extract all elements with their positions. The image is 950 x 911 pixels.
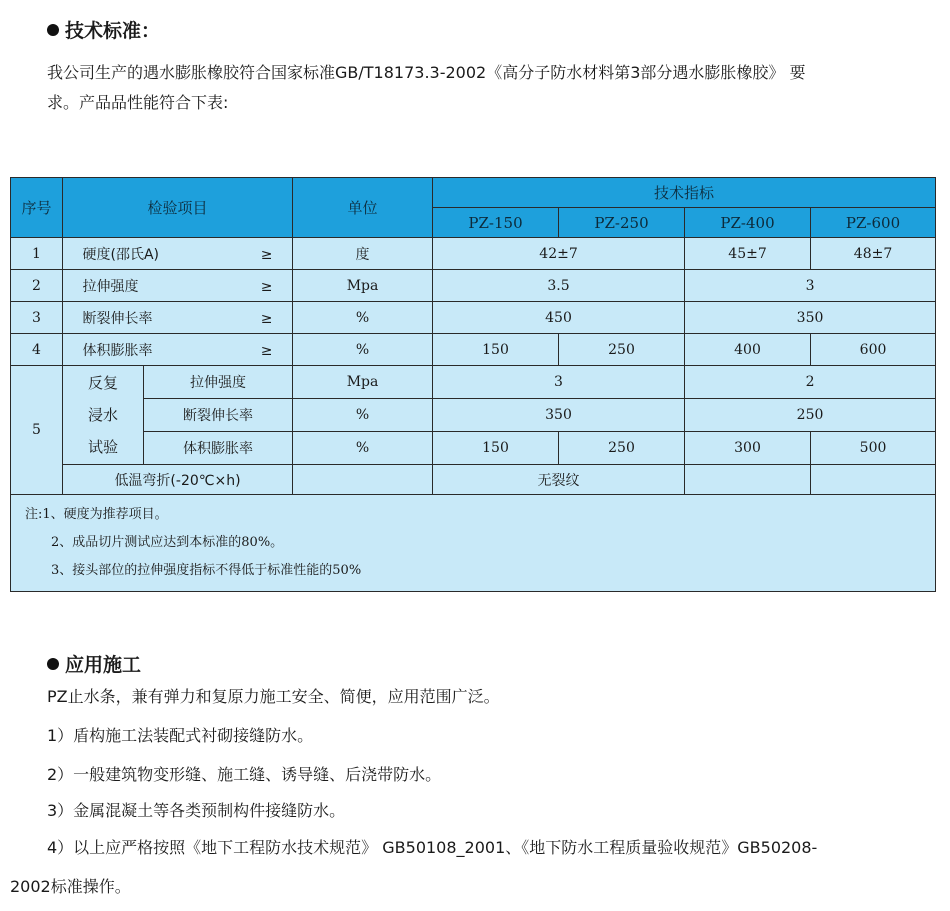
header-item: 检验项目 (63, 178, 293, 238)
header-unit: 单位 (293, 178, 433, 238)
application-item-4: 4）以上应严格按照《地下工程防水技术规范》 GB50108_2001、《地下防水工程质量验收规范》GB50208- (47, 838, 818, 857)
group-label-line: 浸水 (87, 406, 118, 424)
seq-cell: 3 (11, 302, 63, 334)
value-cell: 无裂纹 (433, 465, 685, 495)
table-row (11, 270, 936, 302)
table-row (11, 366, 936, 399)
group-label-cell (63, 366, 144, 465)
table-row (11, 334, 936, 366)
application-item-2: 2）一般建筑物变形缝、施工缝、诱导缝、后浇带防水。 (47, 765, 442, 784)
seq-cell: 4 (11, 334, 63, 366)
table-row (11, 432, 936, 465)
item-label: 断裂伸长率 (82, 310, 153, 327)
unit-cell: % (293, 302, 433, 334)
bullet-icon (47, 24, 59, 36)
notes-cell (11, 495, 936, 592)
application-item-3: 3）金属混凝土等各类预制构件接缝防水。 (47, 801, 346, 820)
item-cell (63, 238, 293, 270)
value-cell: 250 (685, 399, 936, 432)
section-heading-application (47, 650, 141, 677)
operator: ≥ (260, 246, 273, 263)
unit-cell: Mpa (293, 366, 433, 399)
header-pz250: PZ-250 (559, 208, 685, 238)
value-cell: 150 (433, 432, 559, 465)
item-cell (63, 334, 293, 366)
table-row (11, 465, 936, 495)
unit-cell: % (293, 399, 433, 432)
value-cell (811, 465, 936, 495)
value-cell: 350 (433, 399, 685, 432)
value-cell: 3.5 (433, 270, 685, 302)
bullet-icon (47, 658, 59, 670)
value-cell: 400 (685, 334, 811, 366)
value-cell: 300 (685, 432, 811, 465)
table-row (11, 238, 936, 270)
note-2: 2、成品切片测试应达到本标准的80%。 (51, 535, 284, 550)
heading-text: 技术标准： (65, 20, 161, 42)
note-1: 注:1、硬度为推荐项目。 (25, 507, 168, 522)
unit-cell: Mpa (293, 270, 433, 302)
operator: ≥ (260, 278, 273, 295)
group-label-line: 试验 (87, 438, 118, 456)
section-heading-tech-standard (47, 16, 160, 43)
item-label: 体积膨胀率 (82, 342, 153, 359)
intro-line-2: 求。产品品性能符合下表: (47, 93, 229, 112)
unit-cell: 度 (293, 238, 433, 270)
value-cell: 250 (559, 334, 685, 366)
unit-cell: % (293, 334, 433, 366)
unit-cell (293, 465, 433, 495)
operator: ≥ (260, 342, 273, 359)
item-label: 硬度(邵氏A) (82, 246, 160, 263)
value-cell: 42±7 (433, 238, 685, 270)
value-cell: 150 (433, 334, 559, 366)
value-cell: 3 (685, 270, 936, 302)
header-seq: 序号 (11, 178, 63, 238)
intro-line-1: 我公司生产的遇水膨胀橡胶符合国家标准GB/T18173.3-2002《高分子防水材料第3部分遇水膨胀橡胶》 要 (47, 63, 806, 82)
item-label: 拉伸强度 (82, 278, 139, 295)
table-row (11, 399, 936, 432)
intro-paragraph (47, 58, 937, 118)
item-cell: 低温弯折(-20℃×h) (63, 465, 293, 495)
item-cell: 断裂伸长率 (144, 399, 293, 432)
value-cell: 250 (559, 432, 685, 465)
header-pz400: PZ-400 (685, 208, 811, 238)
value-cell: 2 (685, 366, 936, 399)
seq-cell: 5 (11, 366, 63, 495)
notes-row (11, 495, 936, 592)
value-cell: 350 (685, 302, 936, 334)
heading-text: 应用施工 (65, 654, 142, 676)
value-cell: 500 (811, 432, 936, 465)
header-spec: 技术指标 (433, 178, 936, 208)
application-item-1: 1）盾构施工法装配式衬砌接缝防水。 (47, 726, 314, 745)
note-3: 3、接头部位的拉伸强度指标不得低于标准性能的50% (51, 563, 362, 578)
value-cell: 450 (433, 302, 685, 334)
application-paragraph: PZ止水条，兼有弹力和复原力施工安全、简便，应用范围广泛。 (47, 687, 500, 706)
unit-cell: % (293, 432, 433, 465)
item-cell: 体积膨胀率 (144, 432, 293, 465)
operator: ≥ (260, 310, 273, 327)
header-pz600: PZ-600 (811, 208, 936, 238)
value-cell: 600 (811, 334, 936, 366)
table-row (11, 302, 936, 334)
value-cell: 48±7 (811, 238, 936, 270)
group-label-line: 反复 (87, 374, 118, 392)
value-cell (685, 465, 811, 495)
spec-table (10, 177, 936, 592)
item-cell (63, 302, 293, 334)
application-item-4-cont: 2002标准操作。 (10, 877, 131, 896)
header-pz150: PZ-150 (433, 208, 559, 238)
seq-cell: 1 (11, 238, 63, 270)
item-cell (63, 270, 293, 302)
value-cell: 3 (433, 366, 685, 399)
value-cell: 45±7 (685, 238, 811, 270)
item-cell: 拉伸强度 (144, 366, 293, 399)
seq-cell: 2 (11, 270, 63, 302)
